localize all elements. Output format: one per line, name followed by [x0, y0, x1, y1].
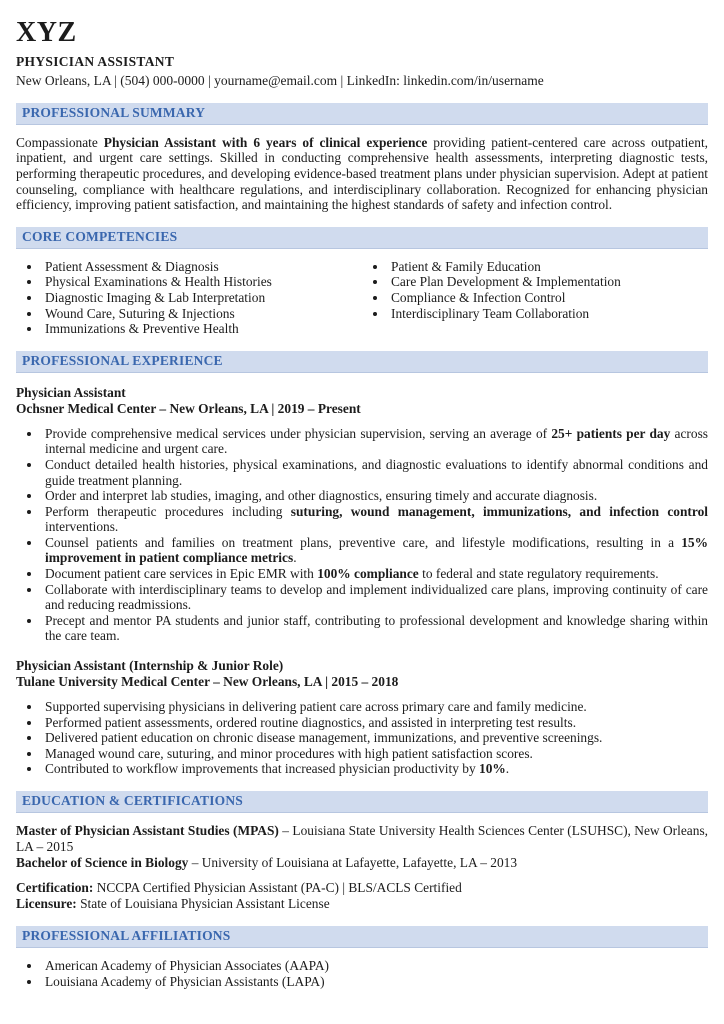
list-item: • Compliance & Infection Control [388, 290, 708, 306]
job-title: Physician Assistant [16, 384, 126, 400]
section-header-affiliations: PROFESSIONAL AFFILIATIONS [16, 926, 708, 948]
job-meta: Tulane University Medical Center – New Orleans, LA | 2015 – 2018 [16, 674, 399, 690]
affiliations-list [16, 958, 708, 989]
credential-line: Licensure: State of Louisiana Physician Assistant License [16, 896, 330, 912]
list-item: • Order and interpret lab studies, imaging, and other diagnostics, ensuring timely and accurate diagnosis. [42, 488, 708, 504]
summary-paragraph: Compassionate Physician Assistant with 6 years of clinical experience providing patient-centered care across outpatient, inpatient, and urgent care settings. Skilled in conducting comprehensive health assessments, interpreting diagnostic tests, performing therapeutic procedures, and developing evidence-based treatment plans under physician supervision. Adept at patient counseling, compliance with healthcare regulations, and interdisciplinary collaboration. Recognized for enhancing physician efficiency, improving patient satisfaction, and maintaining the highest standards of safety and infection control. [16, 134, 709, 213]
list-item: • Counsel patients and families on treatment plans, preventive care, and lifestyle modifications, resulting in a 15% improvement in patient compliance metrics. [42, 535, 708, 566]
list-item: • Contributed to workflow improvements that increased physician productivity by 10%. [42, 761, 708, 777]
job-title: Physician Assistant (Internship & Junior Role) [16, 658, 284, 674]
list-item: • Patient Assessment & Diagnosis [42, 259, 362, 275]
job-meta: Ochsner Medical Center – New Orleans, LA | 2019 – Present [16, 400, 361, 416]
list-item: • Provide comprehensive medical services under physician supervision, serving an average of 25+ patients per day across internal medicine and urgent care. [42, 426, 708, 457]
list-item: • Managed wound care, suturing, and minor procedures with high patient satisfaction scores. [42, 746, 708, 762]
competencies-left-column [16, 259, 362, 337]
degree-line: Bachelor of Science in Biology – University of Louisiana at Lafayette, Lafayette, LA – 2013 [16, 855, 518, 871]
list-item: • Document patient care services in Epic EMR with 100% compliance to federal and state regulatory requirements. [42, 566, 708, 582]
competencies-left-list [16, 259, 362, 337]
credential-line: Certification: NCCPA Certified Physician Assistant (PA-C) | BLS/ACLS Certified [16, 880, 462, 896]
candidate-name: XYZ [16, 17, 77, 48]
list-item: • Conduct detailed health histories, physical examinations, and diagnostic evaluations to identify abnormal conditions and guide treatment planning. [42, 457, 708, 488]
list-item: • Physical Examinations & Health Histories [42, 274, 362, 290]
section-header-competencies: CORE COMPETENCIES [16, 227, 708, 249]
job-bullet-list [16, 426, 708, 644]
list-item: • Patient & Family Education [388, 259, 708, 275]
competencies-right-column [362, 259, 708, 337]
section-experience [16, 351, 708, 777]
list-item: • Collaborate with interdisciplinary teams to develop and implement individualized care plans, improving continuity of care and reducing readmissions. [42, 582, 708, 613]
list-item: • Delivered patient education on chronic disease management, immunizations, and preventive screenings. [42, 730, 708, 746]
credentials-block [16, 880, 708, 912]
list-item: • American Academy of Physician Associates (AAPA) [42, 958, 708, 974]
degree-line: Master of Physician Assistant Studies (MPAS) – Louisiana State University Health Sciences Center (LSUHSC), New Orleans, LA – 2015 [16, 823, 709, 855]
section-competencies [16, 227, 708, 337]
list-item: • Perform therapeutic procedures including suturing, wound management, immunizations, and infection control interventions. [42, 504, 708, 535]
degrees-block [16, 823, 708, 871]
contact-line: New Orleans, LA | (504) 000-0000 | yourname@email.com | LinkedIn: linkedin.com/in/username [16, 72, 544, 88]
list-item: • Immunizations & Preventive Health [42, 321, 362, 337]
list-item: • Louisiana Academy of Physician Assistants (LAPA) [42, 974, 708, 990]
job-block-tulane [16, 658, 708, 777]
list-item: • Care Plan Development & Implementation [388, 274, 708, 290]
job-bullet-list [16, 699, 708, 777]
section-education [16, 791, 708, 912]
list-item: • Performed patient assessments, ordered routine diagnostics, and assisted in interpreting test results. [42, 715, 708, 731]
list-item: • Diagnostic Imaging & Lab Interpretation [42, 290, 362, 306]
section-header-education: EDUCATION & CERTIFICATIONS [16, 791, 708, 813]
job-block-ochsner [16, 385, 708, 644]
list-item: • Interdisciplinary Team Collaboration [388, 306, 708, 322]
section-header-summary: PROFESSIONAL SUMMARY [16, 103, 708, 125]
competencies-columns [16, 259, 708, 337]
candidate-title: PHYSICIAN ASSISTANT [16, 53, 175, 69]
section-header-experience: PROFESSIONAL EXPERIENCE [16, 351, 708, 373]
list-item: • Precept and mentor PA students and junior staff, contributing to professional development and knowledge sharing within the care team. [42, 613, 708, 644]
list-item: • Supported supervising physicians in delivering patient care across primary care and family medicine. [42, 699, 708, 715]
section-affiliations [16, 926, 708, 989]
competencies-right-list [362, 259, 708, 321]
section-summary [16, 103, 708, 213]
resume-header [16, 18, 708, 89]
list-item: • Wound Care, Suturing & Injections [42, 306, 362, 322]
